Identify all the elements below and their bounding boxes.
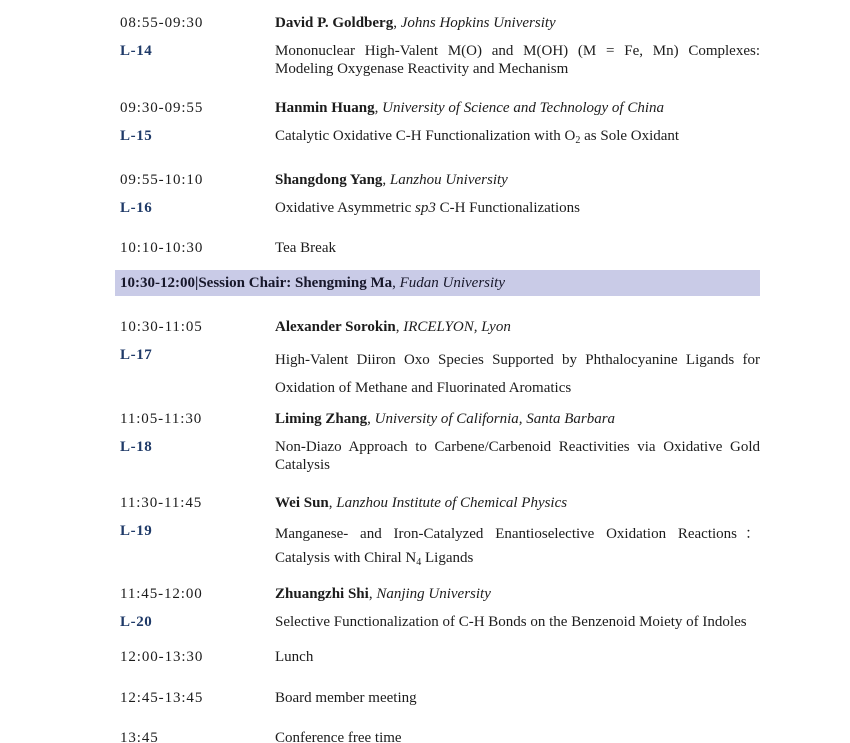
lecture-title-text: Oxidative Asymmetric [275, 200, 415, 216]
speaker-line [275, 14, 760, 33]
speaker-line [275, 171, 760, 190]
banner-chair-affiliation: Fudan University [399, 275, 506, 291]
schedule-item-l14 [120, 14, 760, 78]
speaker-separator: , [393, 15, 401, 31]
speaker-affiliation: University of Science and Technology of China [382, 100, 665, 116]
time-slot: 10:30-11:05 [120, 319, 203, 335]
speaker-affiliation: Lanzhou University [389, 172, 508, 188]
speaker-affiliation: University of California, Santa Barbara [374, 411, 616, 427]
speaker-line [275, 585, 760, 604]
time-slot: 11:30-11:45 [120, 495, 203, 511]
speaker-row [120, 14, 760, 33]
subscript-text: 2 [575, 135, 581, 146]
speaker-separator: , [328, 495, 337, 511]
lecture-code: L-15 [120, 128, 153, 144]
lecture-title [275, 127, 760, 150]
break-label: Conference free time [275, 730, 402, 743]
lecture-title-text: Selective Functionalization of C-H Bonds on the Benzenoid Moiety of Indoles [275, 614, 747, 630]
time-slot: 09:30-09:55 [120, 100, 204, 116]
lecture-title-text: C-H Functionalizations [435, 200, 580, 216]
break-label: Board member meeting [275, 690, 417, 706]
lecture-code: L-20 [120, 614, 153, 630]
speaker-line [275, 410, 760, 429]
lecture-code: L-18 [120, 439, 153, 455]
break-row-lunch [120, 648, 760, 667]
speaker-line [275, 494, 760, 513]
time-slot: 11:45-12:00 [120, 586, 203, 602]
speaker-affiliation: Johns Hopkins University [400, 15, 556, 31]
schedule-item-l16 [120, 171, 760, 218]
lecture-row [120, 522, 760, 575]
lecture-title-text: Mononuclear High-Valent M(O) and M(OH) (M = Fe, Mn) Complexes: Modeling Oxygenase Reactivity and Mechanism [275, 43, 760, 77]
schedule-item-l19 [120, 494, 760, 575]
banner-time: 10:30-12:00 [120, 275, 195, 291]
lecture-title [275, 346, 760, 402]
lecture-title-text: Non-Diazo Approach to Carbene/Carbenoid Reactivities via Oxidative Gold Catalysis [275, 439, 760, 473]
time-slot: 10:10-10:30 [120, 240, 204, 256]
time-slot: 08:55-09:30 [120, 15, 204, 31]
session-banner [115, 270, 760, 296]
lecture-title [275, 199, 760, 217]
speaker-row [120, 99, 760, 118]
speaker-affiliation: IRCELYON, Lyon [403, 319, 511, 335]
schedule-item-l15 [120, 99, 760, 150]
break-label: Tea Break [275, 240, 336, 256]
schedule-item-l18 [120, 410, 760, 474]
speaker-name: Shangdong Yang [275, 172, 383, 188]
speaker-separator: , [382, 172, 390, 188]
speaker-name: Hanmin Huang [275, 100, 375, 116]
schedule-item-l17 [120, 318, 760, 402]
speaker-line [275, 99, 760, 118]
time-slot: 12:45-13:45 [120, 690, 204, 706]
speaker-row [120, 494, 760, 513]
break-row-tea [120, 239, 760, 258]
lecture-title-text: as Sole Oxidant [580, 128, 680, 144]
lecture-code: L-14 [120, 43, 153, 59]
lecture-title [275, 42, 760, 78]
speaker-row [120, 318, 760, 337]
lecture-title [275, 438, 760, 474]
lecture-row [120, 42, 760, 78]
lecture-code: L-19 [120, 523, 153, 539]
speaker-row [120, 171, 760, 190]
lecture-title-text: Manganese- and Iron-Catalyzed Enantioselective Oxidation Reactions： Catalysis with Chiral N [275, 526, 760, 566]
speaker-name: Alexander Sorokin [275, 319, 396, 335]
subscript-text: 4 [416, 557, 422, 568]
speaker-separator: , [367, 411, 375, 427]
banner-separator: | [195, 275, 199, 291]
lecture-title-text: High-Valent Diiron Oxo Species Supported by Phthalocyanine Ligands for Oxidation of Methane and Fluorinated Aromatics [275, 352, 760, 396]
lecture-row [120, 613, 760, 632]
banner-chair-name: Shengming Ma [295, 275, 393, 291]
speaker-line [275, 318, 760, 337]
speaker-name: Liming Zhang [275, 411, 368, 427]
lecture-row [120, 346, 760, 402]
speaker-name: David P. Goldberg [275, 15, 394, 31]
schedule-item-l20 [120, 585, 760, 632]
italic-title-text: sp3 [414, 200, 436, 216]
lecture-title [275, 522, 760, 575]
banner-comma: , [392, 275, 400, 291]
speaker-affiliation: Lanzhou Institute of Chemical Physics [336, 495, 568, 511]
time-slot: 12:00-13:30 [120, 649, 204, 665]
speaker-separator: , [395, 319, 404, 335]
lecture-row [120, 127, 760, 150]
speaker-name: Wei Sun [275, 495, 329, 511]
speaker-row [120, 585, 760, 604]
lecture-code: L-17 [120, 347, 153, 363]
speaker-affiliation: Nanjing University [376, 586, 491, 602]
break-label: Lunch [275, 649, 314, 665]
lecture-title-text: Ligands [421, 550, 474, 566]
speaker-row [120, 410, 760, 429]
lecture-code: L-16 [120, 200, 153, 216]
time-slot: 13:45 [120, 730, 159, 743]
banner-label: Session Chair: [198, 275, 295, 291]
time-slot: 11:05-11:30 [120, 411, 203, 427]
lecture-row [120, 438, 760, 474]
speaker-separator: , [368, 586, 377, 602]
lecture-title-text: Catalytic Oxidative C-H Functionalization with O [275, 128, 576, 144]
time-slot: 09:55-10:10 [120, 172, 204, 188]
break-row-board-meeting [120, 689, 760, 708]
speaker-name: Zhuangzhi Shi [275, 586, 369, 602]
lecture-row [120, 199, 760, 218]
break-row-free-time [120, 729, 760, 743]
lecture-title [275, 613, 760, 631]
speaker-separator: , [374, 100, 383, 116]
